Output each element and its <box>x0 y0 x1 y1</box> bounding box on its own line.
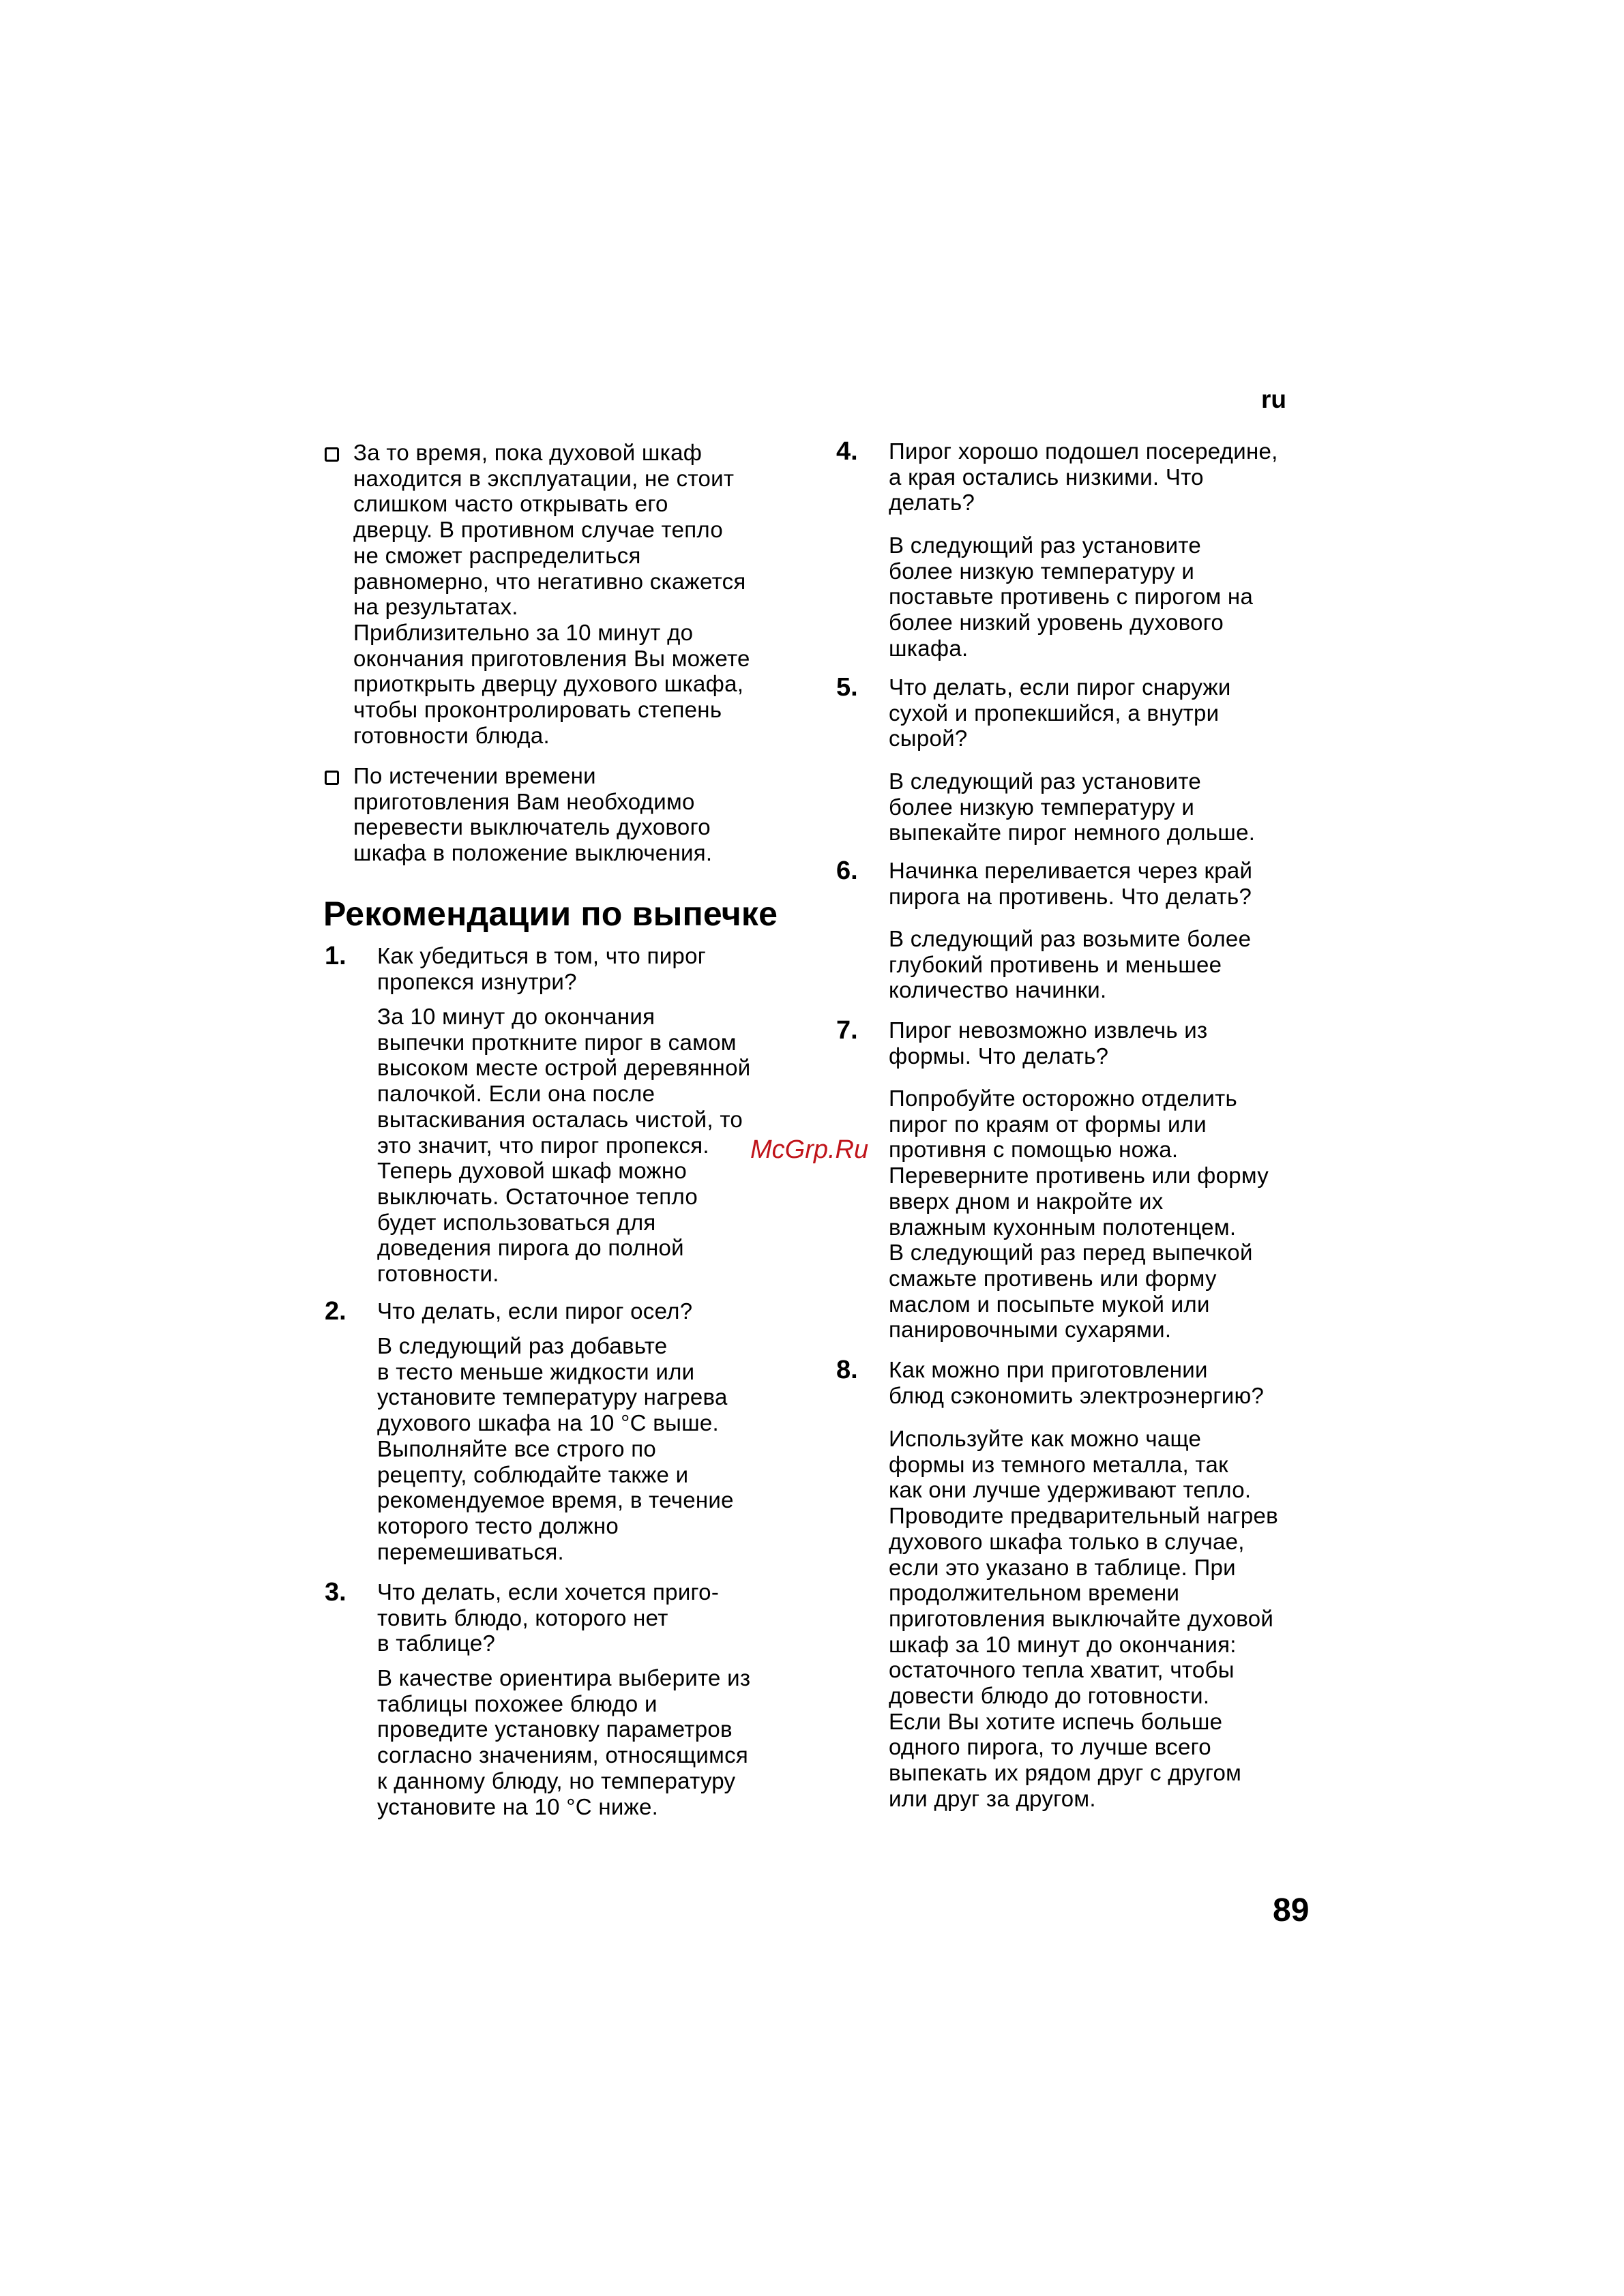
faq-number: 5. <box>836 673 858 702</box>
bullet-text: За то время, пока духовой шкаф находится в эксплуатации, не стоит слишком часто открывать его дверцу. В противном случае тепло не сможет распределиться равномерно, что негативно скажется на результатах. Приблизительно за 10 минут до окончания приготовления Вы можете приоткрыть дверцу духового шкафа, чтобы проконтролировать степень готовности блюда. <box>353 440 750 748</box>
faq-answer: Используйте как можно чаще формы из темного металла, так как они лучше удерживают тепло. Проводите предварительный нагрев духового шкафа только в случае, если это указано в таблице. При продолжительном времени приготовления выключайте духовой шкаф за 10 минут до окончания: остаточного тепла хватит, чтобы довести блюдо до готовности. Если Вы хотите испечь больше одного пирога, то лучше всего выпекать их рядом друг с другом или друг за другом. <box>889 1426 1279 1811</box>
faq-answer: За 10 минут до окончания выпечки проткните пирог в самом высоком месте острой деревянной палочкой. Если она после вытаскивания осталась чистой, то это значит, что пирог пропекся. Теперь духовой шкаф можно выключать. Остаточное тепло будет использоваться для доведения пирога до полной готовности. <box>377 1004 751 1287</box>
faq-answer: В следующий раз возьмите более глубокий противень и меньшее количество начинки. <box>889 926 1252 1003</box>
faq-number: 3. <box>325 1578 346 1607</box>
faq-number: 2. <box>325 1297 346 1326</box>
faq-question: Пирог хорошо подошел посередине, а края остались низкими. Что делать? <box>889 438 1278 516</box>
faq-question: Что делать, если пирог осел? <box>377 1298 693 1324</box>
language-label: ru <box>1261 385 1286 413</box>
checkbox-bullet-icon <box>325 447 339 462</box>
faq-question: Как можно при приготовлении блюд сэкономить электроэнергию? <box>889 1357 1265 1408</box>
faq-answer: В качестве ориентира выберите из таблицы похожее блюдо и проведите установку параметров согласно значениям, относящимся к данному блюду, но температуру установите на 10 °C ниже. <box>377 1665 751 1819</box>
faq-number: 8. <box>836 1356 858 1384</box>
bullet-text: По истечении времени приготовления Вам необходимо перевести выключатель духового шкафа в положение выключения. <box>353 763 713 866</box>
section-heading: Рекомендации по выпечке <box>323 895 778 933</box>
faq-number: 4. <box>836 437 858 466</box>
faq-question: Пирог невозможно извлечь из формы. Что делать? <box>889 1017 1208 1069</box>
faq-question: Начинка переливается через край пирога на противень. Что делать? <box>889 858 1253 909</box>
faq-question: Что делать, если хочется приго- товить блюдо, которого нет в таблице? <box>377 1579 720 1656</box>
watermark-text: McGrp.Ru <box>750 1135 869 1164</box>
faq-number: 7. <box>836 1016 858 1045</box>
faq-answer: В следующий раз установите более низкую температуру и поставьте противень с пирогом на более низкий уровень духового шкафа. <box>889 533 1254 661</box>
faq-number: 1. <box>325 942 346 970</box>
faq-answer: В следующий раз установите более низкую температуру и выпекайте пирог немного дольше. <box>889 769 1256 846</box>
faq-answer: Попробуйте осторожно отделить пирог по краям от формы или противня с помощью ножа. Переверните противень или форму вверх дном и накройте их влажным кухонным полотенцем. В следующий раз перед выпечкой смажьте противень или форму маслом и посыпьте мукой или панировочными сухарями. <box>889 1086 1269 1343</box>
faq-number: 6. <box>836 856 858 885</box>
faq-answer: В следующий раз добавьте в тесто меньше жидкости или установите температуру нагрева духового шкафа на 10 °C выше. Выполняйте все строго по рецепту, соблюдайте также и рекомендуемое время, в течение которого тесто должно перемешиваться. <box>377 1333 734 1564</box>
faq-question: Что делать, если пирог снаружи сухой и пропекшийся, а внутри сырой? <box>889 674 1231 751</box>
faq-question: Как убедиться в том, что пирог пропекся изнутри? <box>377 943 707 994</box>
page-number: 89 <box>1273 1892 1310 1928</box>
checkbox-bullet-icon <box>325 771 339 785</box>
